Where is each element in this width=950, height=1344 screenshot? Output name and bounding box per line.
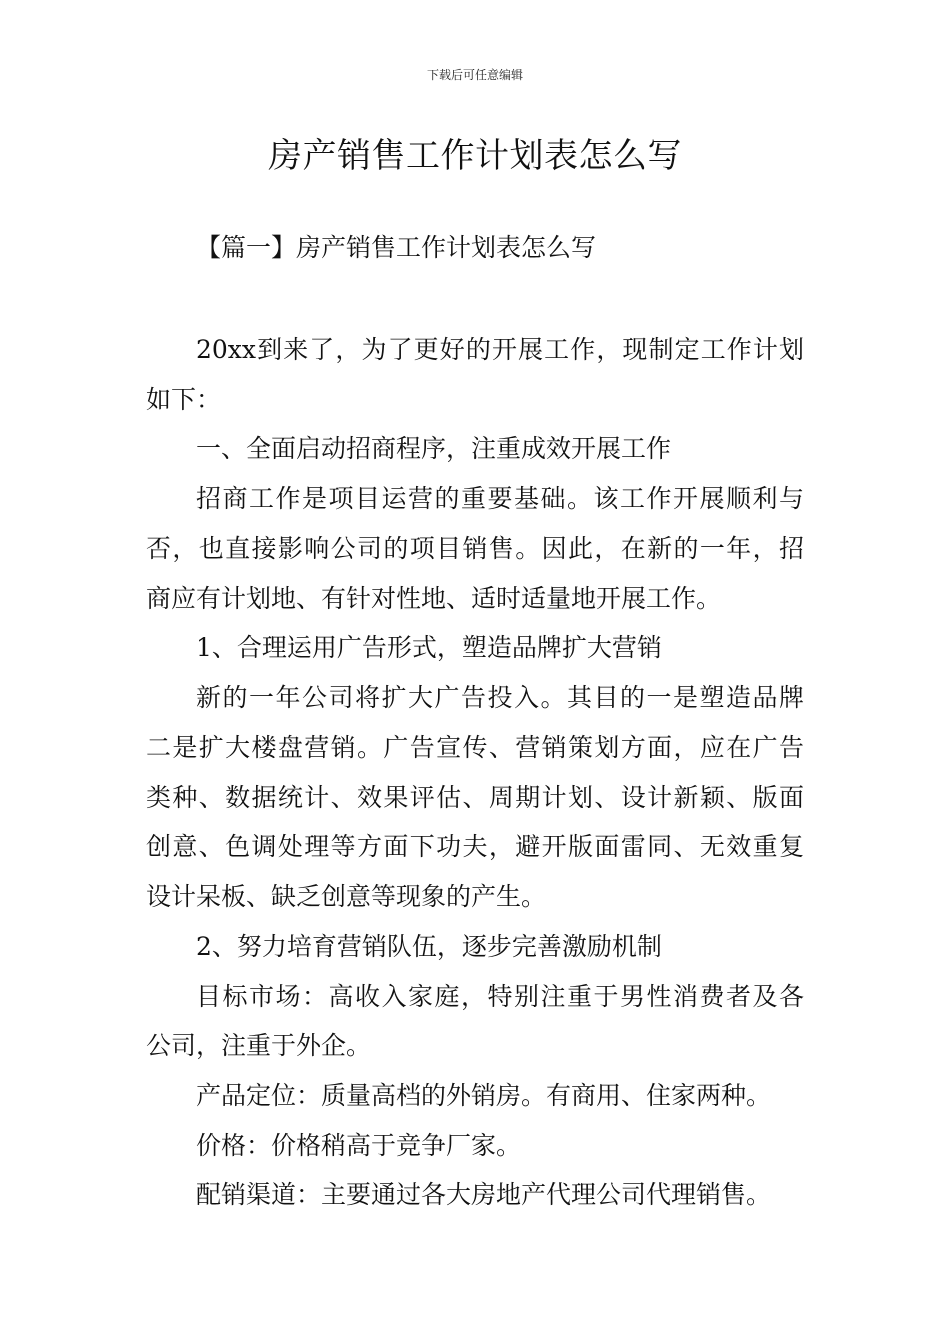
heading-2: 1、合理运用广告形式，塑造品牌扩大营销 xyxy=(196,633,662,662)
section-heading: 【篇一】房产销售工作计划表怎么写 xyxy=(196,233,597,262)
price-line: 价格：价格稍高于竞争厂家。 xyxy=(196,1131,522,1160)
product-positioning: 产品定位：质量高档的外销房。有商用、住家两种。 xyxy=(196,1081,772,1110)
distribution-channel: 配销渠道：主要通过各大房地产代理公司代理销售。 xyxy=(196,1180,772,1209)
paragraph-2-line-3: 类种、数据统计、效果评估、周期计划、设计新颖、版面 xyxy=(146,783,804,812)
intro-line-2: 如下： xyxy=(146,385,222,414)
paragraph-2-line-2: 二是扩大楼盘营销。广告宣传、营销策划方面，应在广告 xyxy=(146,733,804,762)
intro-line-1: 20xx到来了，为了更好的开展工作，现制定工作计划 xyxy=(196,335,804,364)
paragraph-1-line-2: 否，也直接影响公司的项目销售。因此，在新的一年，招 xyxy=(146,534,804,563)
paragraph-1-line-3: 商应有计划地、有针对性地、适时适量地开展工作。 xyxy=(146,584,722,613)
page-header: 下载后可任意编辑 xyxy=(426,68,523,82)
heading-1: 一、全面启动招商程序，注重成效开展工作 xyxy=(196,434,672,463)
paragraph-2-line-1: 新的一年公司将扩大广告投入。其目的一是塑造品牌 xyxy=(196,683,804,712)
heading-3: 2、努力培育营销队伍，逐步完善激励机制 xyxy=(196,932,662,961)
paragraph-2-line-4: 创意、色调处理等方面下功夫，避开版面雷同、无效重复 xyxy=(146,832,804,861)
document-title: 房产销售工作计划表怎么写 xyxy=(268,136,682,176)
paragraph-3-line-1: 目标市场：高收入家庭，特别注重于男性消费者及各 xyxy=(196,982,804,1011)
paragraph-1-line-1: 招商工作是项目运营的重要基础。该工作开展顺利与 xyxy=(196,484,804,513)
paragraph-3-line-2: 公司，注重于外企。 xyxy=(146,1031,372,1060)
paragraph-2-line-5: 设计呆板、缺乏创意等现象的产生。 xyxy=(146,882,547,911)
